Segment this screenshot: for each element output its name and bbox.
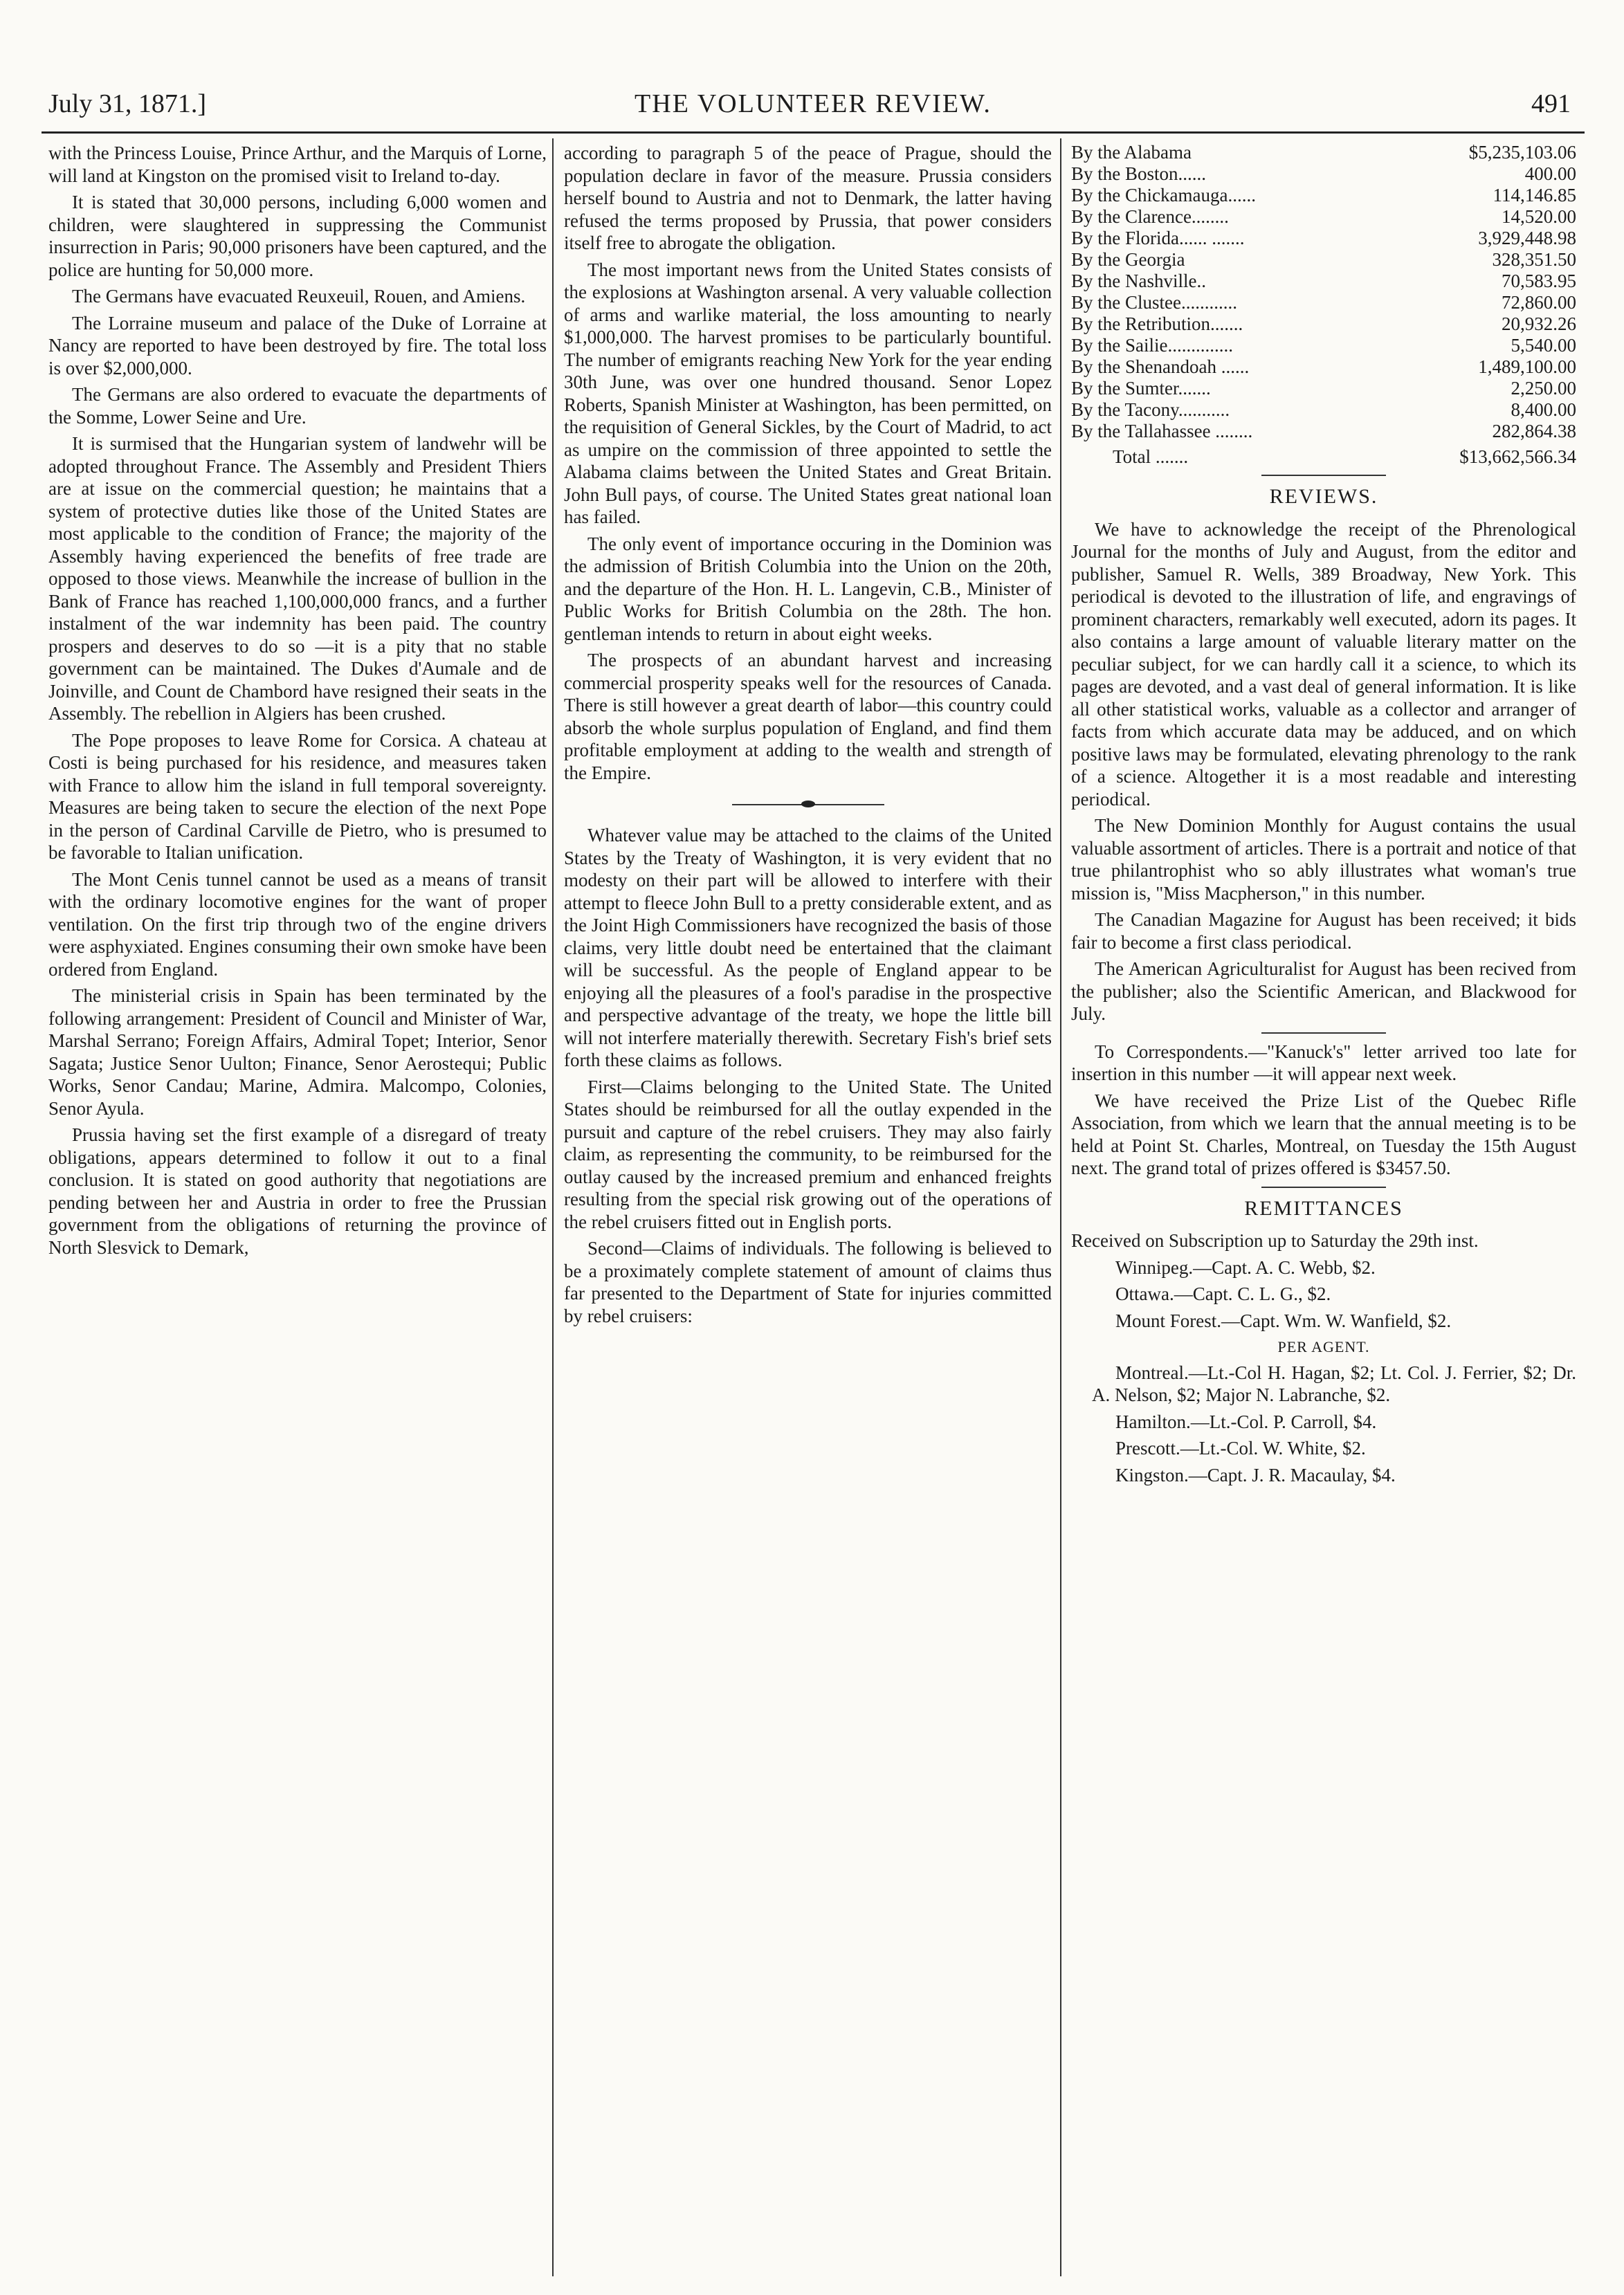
review-paragraph: The New Dominion Monthly for August contains the usual valuable assortment of articles. There is a portrait and notice of that true philantrophist who so ably illustrates what woman's true mission is, "Miss Macpherson," in this number. bbox=[1071, 815, 1576, 904]
claims-row bbox=[1071, 142, 1576, 163]
column-rule-2 bbox=[1060, 138, 1061, 2276]
article-paragraph: The Pope proposes to leave Rome for Corsica. A chateau at Costi is being purchased for his residence, and measures taken with France to allow him the island in full temporal sovereignty. Measures are being taken to secure the election of the next Pope in the person of Cardinal Carville de Pietro, who is presumed to be favorable to Italian unification. bbox=[48, 729, 547, 863]
claim-vessel: By the Nashville.. bbox=[1071, 271, 1206, 291]
claims-row bbox=[1071, 163, 1576, 185]
claims-row bbox=[1071, 271, 1576, 292]
article-paragraph: The ministerial crisis in Spain has been terminated by the following arrangement: President of Council and Minister of War, Marshal Serrano; Foreign Affairs, Admiral Topet; Interior, Senor Sagata; Justice Senor Uulton; Finance, Senor Aerostequi; Public Works, Senor Candau; Marine, Admira. Malcompo, Colonies, Senor Ayula. bbox=[48, 985, 547, 1119]
claim-vessel: By the Tallahassee ........ bbox=[1071, 421, 1253, 441]
article-paragraph: The Germans have evacuated Reuxeuil, Rouen, and Amiens. bbox=[72, 286, 526, 307]
claims-row bbox=[1071, 378, 1576, 399]
remittance-entry: Montreal.—Lt.-Col H. Hagan, $2; Lt. Col. J. Ferrier, $2; Dr. A. Nelson, $2; Major N. Labranche, $2. bbox=[1092, 1362, 1576, 1405]
section-separator bbox=[1261, 1032, 1386, 1034]
column-1 bbox=[48, 142, 547, 1263]
claims-row bbox=[1071, 228, 1576, 249]
claim-vessel: By the Shenandoah ...... bbox=[1071, 356, 1250, 377]
claims-total-label: Total ....... bbox=[1113, 446, 1189, 467]
claims-total-amount: $13,662,566.34 bbox=[1459, 446, 1576, 467]
claim-amount: 8,400.00 bbox=[1511, 399, 1576, 420]
claim-vessel: By the Tacony........... bbox=[1071, 399, 1230, 420]
claim-amount: 14,520.00 bbox=[1502, 206, 1576, 227]
claims-total-row bbox=[1071, 442, 1576, 468]
claim-vessel: By the Chickamauga...... bbox=[1071, 185, 1256, 205]
editorial-paragraph: First—Claims belonging to the United State. The United States should be reimbursed for all the outlay expended in the pursuit and capture of the rebel cruisers. They may also fairly claim, as representing the community, to be reimbursed for the outlay caused by the increased premium and enhanced freights resulting from the special risk growing out of the operations of the rebel cruisers fitted out in English ports. bbox=[564, 1076, 1052, 1232]
editorial-paragraph: Whatever value may be attached to the claims of the United States by the Treaty of Washington, it is very evident that no modesty on their part will be allowed to interfere with their attempt to fleece John Bull to a pretty considerable extent, and as the Joint High Commissioners have recognized the basis of those claims, very little doubt need be entertained that the claimant will be successful. As the people of England appear to be enjoying all the pleasures of a fool's paradise in the prospective and perspective advantage of the treaty, we hope the little bill will not interfere materially therewith. Secretary Fish's brief sets forth these claims as follows. bbox=[564, 825, 1052, 1070]
claim-amount: 5,540.00 bbox=[1511, 335, 1576, 356]
per-agent-subhead: PER AGENT. bbox=[1277, 1338, 1370, 1355]
column-2 bbox=[564, 142, 1052, 1331]
column-3 bbox=[1071, 142, 1576, 1490]
section-separator bbox=[1261, 1187, 1386, 1188]
article-paragraph: The prospects of an abundant harvest and increasing commercial prosperity speaks well for the resources of Canada. There is still however a great dearth of labor—this country could absorb the whole surplus population of England, and find them profitable employment at adding to the wealth and strength of the Empire. bbox=[564, 650, 1052, 783]
claims-table bbox=[1071, 142, 1576, 468]
claims-row bbox=[1071, 292, 1576, 313]
article-paragraph: The Germans are also ordered to evacuate the departments of the Somme, Lower Seine and Ure. bbox=[48, 384, 547, 428]
article-paragraph: The most important news from the United States consists of the explosions at Washington arsenal. A very valuable collection of arms and warlike material, the loss amounting to nearly $1,000,000. The harvest promises to be particularly bountiful. The number of emigrants reaching New York for the year ending 30th June, was over one hundred thousand. Senor Lopez Roberts, Spanish Minister at Washington, has been permitted, on the requisition of General Sickles, by the Court of Madrid, to act as umpire on the commission of three appointed to settle the Alabama claims between the United States and Great Britain. John Bull pays, of course. The United States great national loan has failed. bbox=[564, 259, 1052, 527]
claim-amount: $5,235,103.06 bbox=[1468, 142, 1576, 163]
claim-amount: 3,929,448.98 bbox=[1478, 228, 1576, 248]
claims-row bbox=[1071, 356, 1576, 378]
claim-vessel: By the Sumter....... bbox=[1071, 378, 1211, 399]
remittances-heading: REMITTANCES bbox=[1244, 1196, 1403, 1220]
newspaper-title: THE VOLUNTEER REVIEW. bbox=[635, 89, 992, 118]
claim-amount: 400.00 bbox=[1524, 163, 1576, 184]
claims-row bbox=[1071, 249, 1576, 271]
claim-vessel: By the Boston...... bbox=[1071, 163, 1207, 184]
remittance-entry: Winnipeg.—Capt. A. C. Webb, $2. bbox=[1115, 1256, 1376, 1278]
section-separator bbox=[1261, 475, 1386, 476]
article-paragraph: It is stated that 30,000 persons, including 6,000 women and children, were slaughtered in suppressing the Communist insurrection in Paris; 90,000 prisoners have been captured, and the police are hunting for 50,000 more. bbox=[48, 192, 547, 280]
claims-row bbox=[1071, 185, 1576, 206]
claim-amount: 114,146.85 bbox=[1493, 185, 1576, 205]
remittance-entry: Prescott.—Lt.-Col. W. White, $2. bbox=[1115, 1438, 1366, 1459]
claim-amount: 2,250.00 bbox=[1511, 378, 1576, 399]
claims-row bbox=[1071, 335, 1576, 356]
claim-amount: 328,351.50 bbox=[1492, 249, 1576, 270]
remittance-entry: Hamilton.—Lt.-Col. P. Carroll, $4. bbox=[1115, 1411, 1377, 1432]
review-paragraph: We have to acknowledge the receipt of the Phrenological Journal for the months of July and August, from the editor and publisher, Samuel R. Wells, 389 Broadway, New York. This periodical is devoted to the illustration of life, and engravings of prominent characters, remarkably well executed, adorn its pages. It also contains a large amount of valuable literary matter on the peculiar subject, for we can hardly call it a science, to which its pages are devoted, and a vast deal of general information. It is like all other statistical works, valuable as a collector and arranger of facts from which accurate data may be adduced, and on which positive laws may be formulated, elevating phrenology to the rank of a science. Altogether it is a most readable and interesting periodical. bbox=[1071, 518, 1576, 810]
remittance-entry: Kingston.—Capt. J. R. Macaulay, $4. bbox=[1115, 1464, 1396, 1485]
claim-vessel: By the Retribution....... bbox=[1071, 313, 1243, 334]
claim-vessel: By the Clustee............ bbox=[1071, 292, 1237, 313]
claim-vessel: By the Clarence........ bbox=[1071, 206, 1229, 227]
claim-amount: 72,860.00 bbox=[1502, 292, 1576, 313]
review-paragraph: The Canadian Magazine for August has been received; it bids fair to become a first class periodical. bbox=[1071, 909, 1576, 953]
issue-date: July 31, 1871.] bbox=[48, 89, 206, 118]
article-paragraph: The Lorraine museum and palace of the Duke of Lorraine at Nancy are reported to have been destroyed by fire. The total loss is over $2,000,000. bbox=[48, 312, 547, 378]
claim-amount: 282,864.38 bbox=[1492, 421, 1576, 441]
claims-row bbox=[1071, 313, 1576, 335]
claims-row bbox=[1071, 399, 1576, 421]
remittances-intro: Received on Subscription up to Saturday the 29th inst. bbox=[1071, 1230, 1479, 1251]
claim-amount: 1,489,100.00 bbox=[1478, 356, 1576, 377]
notice-paragraph: We have received the Prize List of the Quebec Rifle Association, from which we learn that the annual meeting is to be held at Point St. Charles, Montreal, on Tuesday the 15th August next. The grand total of prizes offered is $3457.50. bbox=[1071, 1090, 1576, 1178]
remittance-entry: Ottawa.—Capt. C. L. G., $2. bbox=[1115, 1283, 1331, 1304]
claim-amount: 20,932.26 bbox=[1502, 313, 1576, 334]
claims-row bbox=[1071, 421, 1576, 442]
claim-amount: 70,583.95 bbox=[1502, 271, 1576, 291]
editorial-paragraph: Second—Claims of individuals. The following is believed to be a proximately complete statement of amount of claims thus far presented to the Department of State for injuries committed by rebel cruisers: bbox=[564, 1238, 1052, 1326]
article-paragraph: with the Princess Louise, Prince Arthur, and the Marquis of Lorne, will land at Kingston on the promised visit to Ireland to-day. bbox=[48, 143, 547, 186]
section-separator bbox=[732, 801, 884, 807]
claim-vessel: By the Sailie.............. bbox=[1071, 335, 1233, 356]
claim-vessel: By the Alabama bbox=[1071, 142, 1192, 163]
article-paragraph: according to paragraph 5 of the peace of Prague, should the population declare in favor of the measure. Prussia considers herself bound to Austria and not to Denmark, the latter having refused the terms proposed by Prussia, that power considers itself free to abrogate the obligation. bbox=[564, 143, 1052, 253]
column-rule-1 bbox=[552, 138, 554, 2276]
page-number: 491 bbox=[1531, 89, 1571, 118]
masthead bbox=[42, 83, 1585, 125]
claim-vessel: By the Georgia bbox=[1071, 249, 1185, 270]
review-paragraph: The American Agriculturalist for August has been recived from the publisher; also the Scientific American, and Blackwood for July. bbox=[1071, 958, 1576, 1024]
notice-paragraph: To Correspondents.—"Kanuck's" letter arrived too late for insertion in this number —it will appear next week. bbox=[1071, 1041, 1576, 1084]
article-paragraph: The Mont Cenis tunnel cannot be used as a means of transit with the ordinary locomotive engines for the want of proper ventilation. On the first trip through two of the engine drivers were asphyxiated. Engines consuming their own smoke have been ordered from England. bbox=[48, 868, 547, 980]
header-rule bbox=[42, 131, 1585, 134]
claims-row bbox=[1071, 206, 1576, 228]
article-paragraph: It is surmised that the Hungarian system of landwehr will be adopted throughout France. The Assembly and President Thiers are at issue on the commercial question; he maintains that a system of protective duties like those of the United States are most applicable to the condition of France; the majority of the Assembly having experienced the benefits of free trade are opposed to those views. Meanwhile the increase of bullion in the Bank of France has reached 1,100,000,000 francs, and a further instalment of the war indemnity has been paid. The country prospers and deserves to do so —it is a pity that no stable government can be maintained. The Dukes d'Aumale and de Joinville, and Count de Chambord have resigned their seats in the Assembly. The rebellion in Algiers has been crushed. bbox=[48, 433, 547, 724]
claim-vessel: By the Florida...... ....... bbox=[1071, 228, 1245, 248]
article-paragraph: The only event of importance occuring in the Dominion was the admission of British Columbia into the Union on the 20th, and the departure of the Hon. H. L. Langevin, C.B., Minister of Public Works for British Columbia on the 28th. The hon. gentleman intends to return in about eight weeks. bbox=[564, 533, 1052, 644]
article-paragraph: Prussia having set the first example of a disregard of treaty obligations, appears determined to follow it out to a final conclusion. It is stated on good authority that negotiations are pending between her and Austria in order to free the Prussian government from the obligations of returning the province of North Slesvick to Demark, bbox=[48, 1124, 547, 1258]
remittance-entry: Mount Forest.—Capt. Wm. W. Wanfield, $2. bbox=[1115, 1310, 1452, 1331]
reviews-heading: REVIEWS. bbox=[1269, 485, 1378, 508]
